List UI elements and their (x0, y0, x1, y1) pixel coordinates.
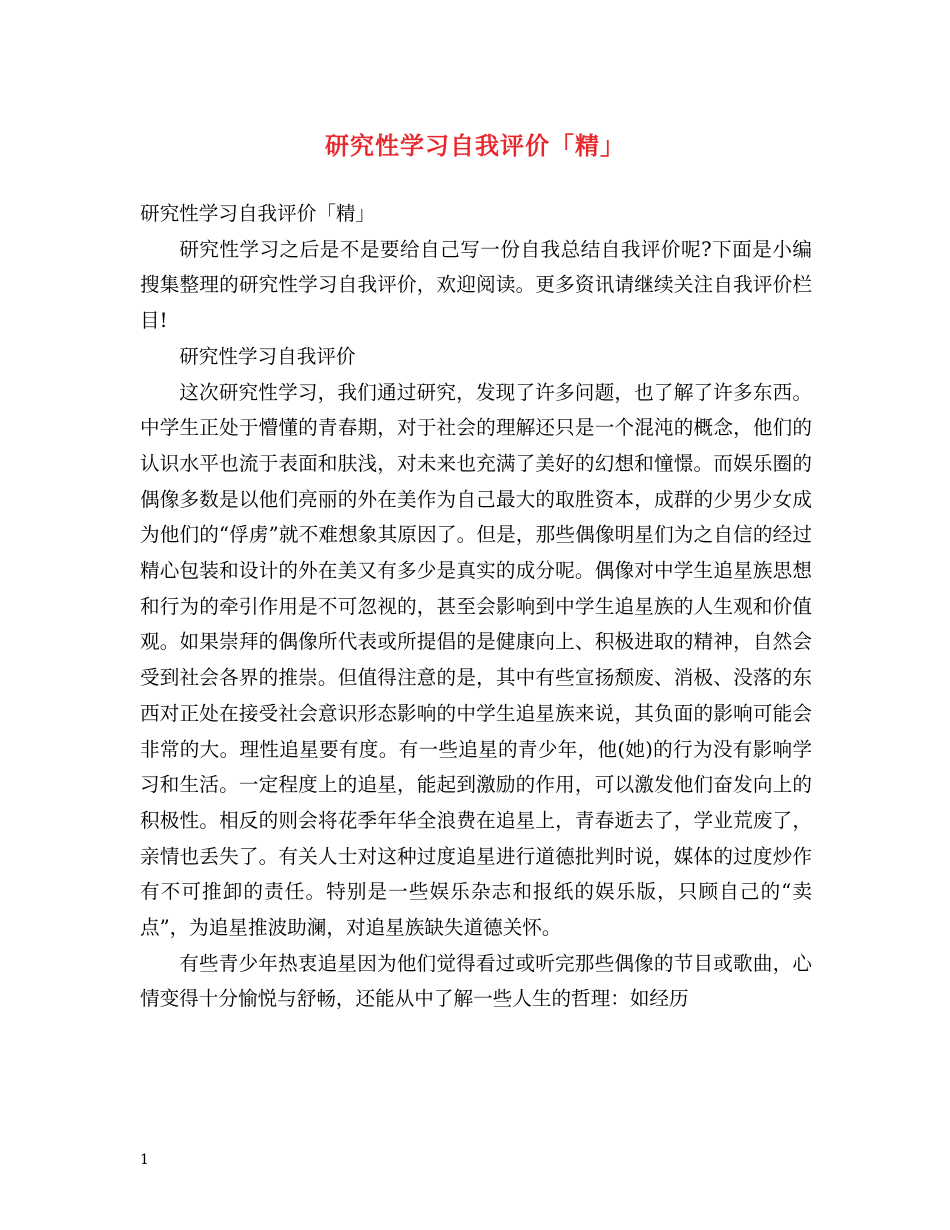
document-title: 研究性学习自我评价「精」 (325, 131, 625, 160)
paragraph-body-main: 这次研究性学习，我们通过研究，发现了许多问题，也了解了许多东西。中学生正处于懵懂的青春期，对于社会的理解还只是一个混沌的概念，他们的认识水平也流于表面和肤浅，对未来也充满了美好的幻想和憧憬。而娱乐圈的偶像多数是以他们亮丽的外在美作为自己最大的取胜资本，成群的少男少女成为他们的“俘虏”就不难想象其原因了。但是，那些偶像明星们为之自信的经过精心包装和设计的外在美又有多少是真实的成分呢。偶像对中学生追星族思想和行为的牵引作用是不可忽视的，甚至会影响到中学生追星族的人生观和价值观。如果崇拜的偶像所代表或所提倡的是健康向上、积极进取的精神，自然会受到社会各界的推崇。但值得注意的是，其中有些宣扬颓废、消极、没落的东西对正处在接受社会意识形态影响的中学生追星族来说，其负面的影响可能会非常的大。理性追星要有度。有一些追星的青少年，他(她)的行为没有影响学习和生活。一定程度上的追星，能起到激励的作用，可以激发他们奋发向上的积极性。相反的则会将花季年华全浪费在追星上，青春逝去了，学业荒废了，亲情也丢失了。有关人士对这种过度追星进行道德批判时说，媒体的过度炒作有不可推卸的责任。特别是一些娱乐杂志和报纸的娱乐版，只顾自己的“卖点”，为追星推波助澜，对追星族缺失道德关怀。 (140, 380, 812, 940)
paragraph-intro: 研究性学习之后是不是要给自己写一份自我总结自我评价呢?下面是小编搜集整理的研究性学习自我评价，欢迎阅读。更多资讯请继续关注自我评价栏目! (140, 237, 812, 333)
page-number: 1 (140, 1152, 149, 1168)
paragraph-section-heading: 研究性学习自我评价 (179, 344, 356, 368)
document-body (140, 196, 812, 1017)
paragraph-body-continued: 有些青少年热衷追星因为他们觉得看过或听完那些偶像的节目或歌曲，心情变得十分愉悦与舒畅，还能从中了解一些人生的哲理：如经历 (140, 951, 812, 1011)
paragraph-subtitle: 研究性学习自我评价「精」 (140, 202, 376, 225)
